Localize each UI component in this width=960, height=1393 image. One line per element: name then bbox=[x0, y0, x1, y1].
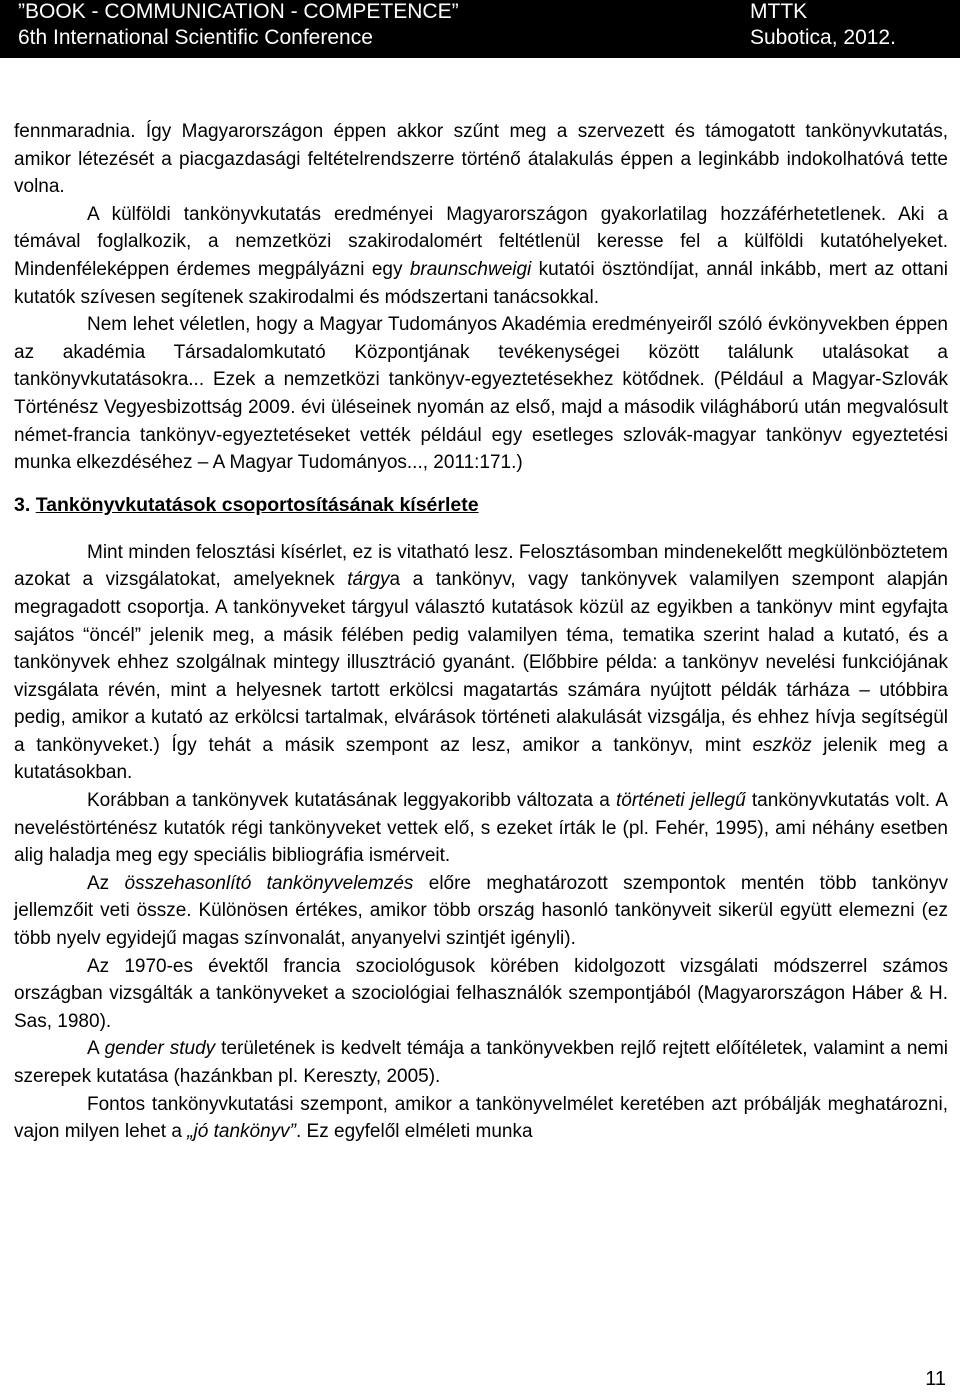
paragraph-4-text-c: jelenik meg a kutatásokban. bbox=[14, 734, 948, 784]
header-row-2 bbox=[18, 24, 920, 51]
paragraph-4-text-a: Mint minden felosztási kísérlet, ez is vitatható lesz. Felosztásomban mindenekelőtt megkülönböztetem azokat a vizsgálatokat, amelyeknek bbox=[14, 541, 948, 591]
paragraph-9-text-a: Fontos tankönyvkutatási szempont, amikor a tankönyvelmélet keretében azt próbálják meghatározni, vajon milyen lehet a bbox=[14, 1093, 948, 1143]
paragraph-4-emphasis-1: tárgy bbox=[347, 569, 390, 591]
paragraph-6-text-b: előre meghatározott szempontok mentén több tankönyv jellemzőit veti össze. Különösen értékes, amikor több ország hasonló tankönyveit sikerül együtt elemezni (ez több nyelv egyidejű magas színvonalát, anyanyelvi szintjét igényli). bbox=[14, 872, 948, 950]
paragraph-5-text-b: tankönyvkutatás volt. A neveléstörténész kutatók régi tankönyveket vettek elő, s ezeket írták le (pl. Fehér, 1995), ami néhány esetben alig haladja meg egy speciális bibliográfia ismérveit. bbox=[14, 790, 948, 867]
paragraph-8-text-a: A bbox=[87, 1038, 105, 1060]
paragraph-8-emphasis: gender study bbox=[104, 1038, 216, 1060]
header-row-1 bbox=[18, 0, 920, 25]
paragraph-6 bbox=[14, 870, 948, 953]
header-conference: 6th International Scientific Conference bbox=[18, 26, 373, 49]
section-title: Tankönyvkutatások csoportosításának kísérlete bbox=[35, 493, 479, 516]
paragraph-1: fennmaradnia. Így Magyarországon éppen akkor szűnt meg a szervezett és támogatott tankönyvkutatás, amikor létezését a piacgazdasági feltételrendszerre történő átalakulás éppen a leginkább indokolhatóvá tette volna. bbox=[14, 121, 948, 198]
paragraph-7: Az 1970-es évektől francia szociológusok körében kidolgozott vizsgálati módszerrel számos országban vizsgálták a tankönyveket a szociológiai felhasználók szempontjából (Magyarországon Háber & H. Sas, 1980). bbox=[14, 955, 948, 1032]
paragraph-8 bbox=[14, 1035, 948, 1090]
paragraph-2-text-a: A külföldi tankönyvkutatás eredményei Magyarországon gyakorlatilag hozzáférhetetlenek. Aki a témával foglalkozik, a nemzetközi szakirodalomért feltétlenül keresse fel a külföldi kutatóhelyeket. Mindenféleképpen érdemes megpályázni egy bbox=[14, 203, 948, 280]
document-body bbox=[14, 118, 948, 1146]
page-number: 11 bbox=[925, 1368, 946, 1390]
paragraph-5-emphasis: történeti jellegű bbox=[616, 790, 746, 812]
section-number: 3. bbox=[14, 493, 31, 516]
paragraph-6-text-a: Az bbox=[87, 872, 125, 894]
paragraph-4-emphasis-2: eszköz bbox=[752, 734, 812, 756]
header-book-title: ”BOOK - COMMUNICATION - COMPETENCE” bbox=[18, 0, 459, 23]
paragraph-9-text-b: . Ez egyfelől elméleti munka bbox=[296, 1121, 533, 1143]
paragraph-3: Nem lehet véletlen, hogy a Magyar Tudományos Akadémia eredményeiről szóló évkönyvekben éppen az akadémia Társadalomkutató Központjának tevékenységei között találunk utalásokat a tankönyvkutatásokra... Ezek a nemzetközi tankönyv-egyeztetésekhez kötődnek. (Például a Magyar-Szlovák Történész Vegyesbizottság 2009. évi üléseinek nyomán az első, majd a második világháború után megvalósult német-francia tankönyv-egyeztetéseket vették például egy esetleges szlovák-magyar tankönyv egyeztetési munka elkezdéséhez – A Magyar Tudományos..., 2011:171.) bbox=[14, 314, 948, 474]
paragraph-2 bbox=[14, 201, 948, 311]
paragraph-5 bbox=[14, 787, 948, 870]
paragraph-9-emphasis: „jó tankönyv” bbox=[187, 1121, 296, 1143]
paragraph-4-text-b: a a tankönyv, vagy tankönyvek valamilyen szempont alapján megragadott csoportja. A tankönyveket tárgyul választó kutatások közül az egyikben a tankönyv mint egyfajta sajátos “öncél” jelenik meg, a másik félében pedig valamilyen téma, tematika szerint halad a kutató, és a tankönyvek ehhez szolgálnak mintegy illusztráció gyanánt. (Előbbire példa: a tankönyv nevelési funkciójának vizsgálata révén, mint a helyesnek tartott erkölcsi magatartás számára nyújtott példák tárháza – utóbbira pedig, amikor a kutató az erkölcsi tartalmak, elvárások történeti alakulását vizsgálja, és ehhez hívja segítségül a tankönyveket.) Így tehát a másik szempont az lesz, amikor a tankönyv, mint bbox=[14, 569, 948, 756]
paragraph-5-text-a: Korábban a tankönyvek kutatásának leggyakoribb változata a bbox=[87, 790, 616, 812]
paragraph-8-text-b: területének is kedvelt témája a tankönyvekben rejlő rejtett előítéletek, valamint a nemi szerepek kutatása (hazánkban pl. Kereszty, 2005). bbox=[14, 1038, 949, 1087]
paragraph-9 bbox=[14, 1091, 948, 1146]
paragraph-4 bbox=[14, 539, 948, 787]
paragraph-2-text-b: kutatói ösztöndíjat, annál inkább, mert az ottani kutatók szívesen segítenek szakirodalmi és módszertani tanácsokkal. bbox=[14, 258, 948, 308]
paragraph-2-emphasis: braunschweigi bbox=[409, 258, 532, 280]
paragraph-6-emphasis: összehasonlító tankönyvelemzés bbox=[124, 872, 414, 894]
header-institution: MTTK bbox=[750, 0, 808, 23]
header-location-year: Subotica, 2012. bbox=[750, 26, 896, 49]
section-heading bbox=[14, 491, 948, 519]
page-header bbox=[0, 0, 960, 58]
